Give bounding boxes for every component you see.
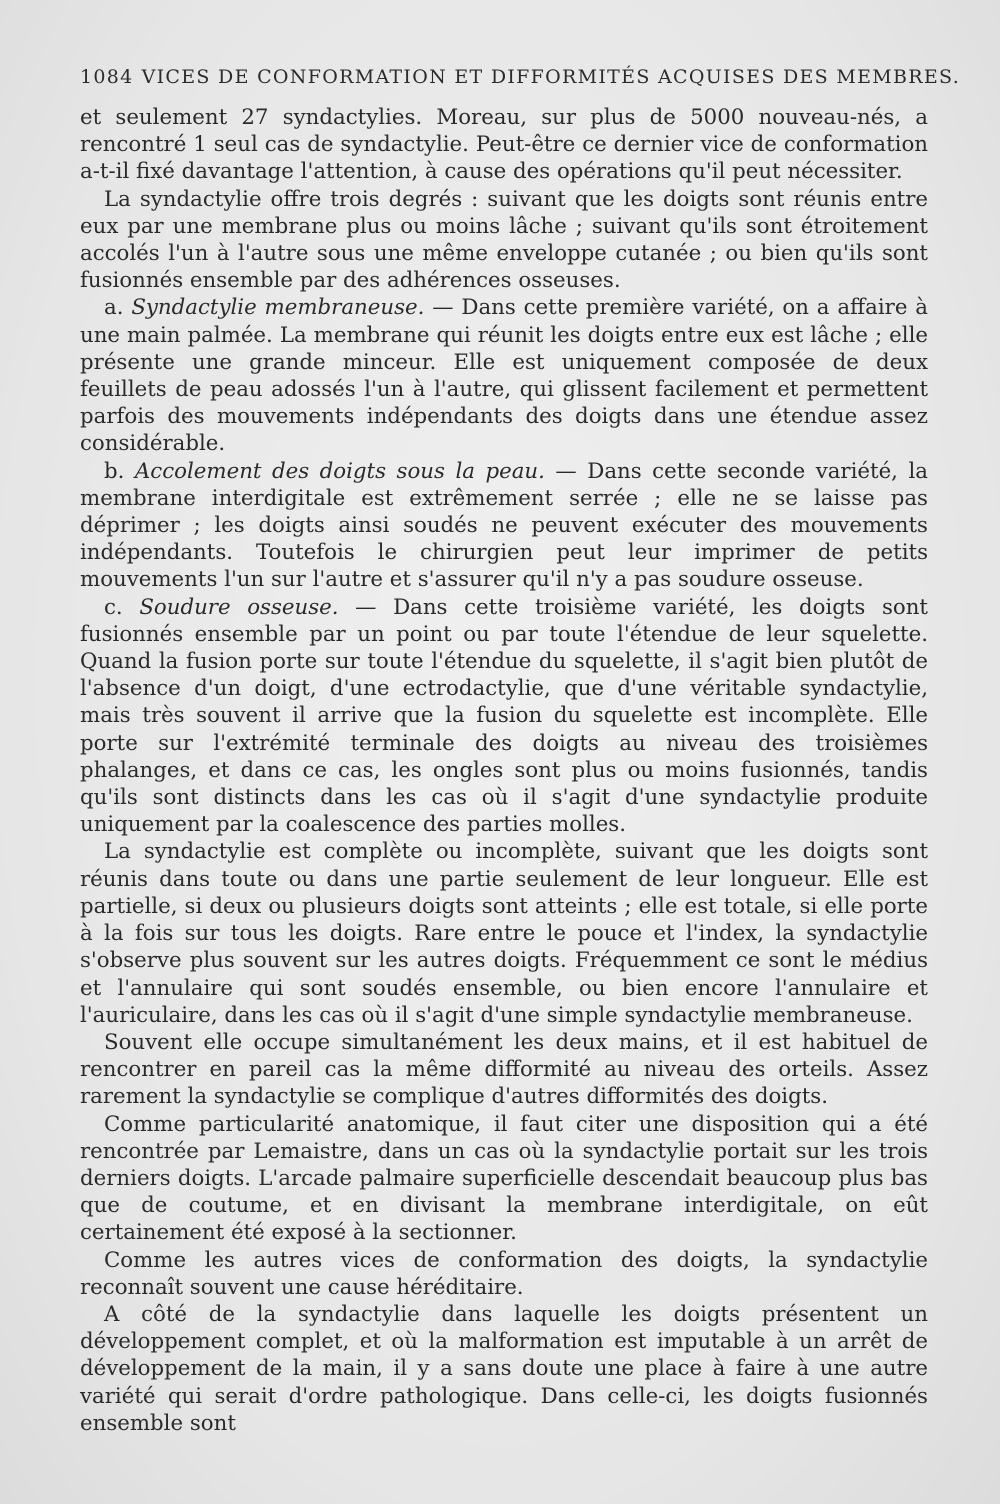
item-b-letter: b. — [104, 458, 125, 484]
item-a-letter: a. — [104, 295, 124, 321]
item-a-title: Syndactylie membraneuse. — [131, 295, 425, 321]
item-b — [80, 458, 928, 594]
item-a — [80, 294, 928, 457]
item-c-letter: c. — [104, 594, 123, 620]
running-head — [80, 66, 961, 88]
paragraph-7: A côté de la syndactylie dans laquelle les doigts présentent un développement complet, et où la malformation est imputable à un arrêt de développement de la main, il y a sans doute une place à faire à une autre variété qui serait d'ordre pathologique. Dans celle-ci, les doigts fusionnés ensemble sont — [80, 1301, 928, 1436]
running-title: VICES DE CONFORMATION ET DIFFORMITÉS ACQUISES DES MEMBRES. — [141, 66, 961, 88]
item-a-text: Dans cette première variété, on a affaire à une main palmée. La membrane qui réunit les doigts entre eux est lâche ; elle présente une grande minceur. Elle est uniquement composée de deux feuillets de peau adossés l'un à l'autre, qui glissent facilement et permettent parfois des mouvements indépendants des doigts dans une étendue assez considérable. — [80, 295, 928, 457]
item-c-text: Dans cette troisième variété, les doigts sont fusionnés ensemble par un point ou par toute l'étendue de leur squelette. Quand la fusion porte sur toute l'étendue du squelette, il s'agit bien plutôt de l'absence d'un doigt, d'une ectrodactylie, que d'une véritable syndactylie, mais très souvent il arrive que la fusion du squelette est incomplète. Elle porte sur l'extrémité terminale des doigts au niveau des troisièmes phalanges, et dans ce cas, les ongles sont plus ou moins fusionnés, tandis qu'ils sont distincts dans les cas où il s'agit d'une syndactylie produite uniquement par la coalescence des parties molles. — [80, 594, 928, 838]
body-text — [80, 104, 928, 1437]
paragraph-5: Comme particularité anatomique, il faut citer une disposition qui a été rencontrée par Lemaistre, dans un cas où la syndactylie portait sur les trois derniers doigts. L'arcade palmaire superficielle descendait beaucoup plus bas que de coutume, et en divisant la membrane interdigitale, on eût certainement été exposé à la sectionner. — [80, 1111, 928, 1246]
item-c-dash: — — [338, 594, 394, 620]
paragraph-6: Comme les autres vices de conformation des doigts, la syndactylie reconnaît souvent une cause héréditaire. — [80, 1247, 928, 1300]
item-a-dash: — — [424, 295, 462, 321]
item-b-dash: — — [544, 458, 588, 484]
item-b-title: Accolement des doigts sous la peau. — [134, 458, 545, 484]
paragraph-3: La syndactylie est complète ou incomplète, suivant que les doigts sont réunis dans toute ou dans une partie seulement de leur longueur. Elle est partielle, si deux ou plusieurs doigts sont atteints ; elle est totale, si elle porte à la fois sur tous les doigts. Rare entre le pouce et l'index, la syndactylie s'observe plus souvent sur les autres doigts. Fréquemment ce sont le médius et l'annulaire qui sont soudés ensemble, ou bien encore l'annulaire et l'auriculaire, dans les cas où il s'agit d'une simple syndactylie membraneuse. — [80, 839, 928, 1028]
paragraph-2: La syndactylie offre trois degrés : suivant que les doigts sont réunis entre eux par une membrane plus ou moins lâche ; suivant qu'ils sont étroitement accolés l'un à l'autre sous une même enveloppe cutanée ; ou bien qu'ils sont fusionnés ensemble par des adhérences osseuses. — [80, 186, 928, 294]
item-b-text: Dans cette seconde variété, la membrane interdigitale est extrêmement serrée ; elle ne se laisse pas déprimer ; les doigts ainsi soudés ne peuvent exécuter des mouvements indépendants. Toutefois le chirurgien peut leur imprimer de petits mouvements l'un sur l'autre et s'assurer qu'il n'y a pas soudure osseuse. — [80, 458, 928, 593]
item-c-title: Soudure osseuse. — [139, 594, 339, 620]
paragraph-1: et seulement 27 syndactylies. Moreau, sur plus de 5000 nouveau-nés, a rencontré 1 seul cas de syndactylie. Peut-être ce dernier vice de conformation a-t-il fixé davantage l'attention, à cause des opérations qu'il peut nécessiter. — [80, 105, 928, 185]
item-c — [80, 594, 928, 839]
paragraph-4: Souvent elle occupe simultanément les deux mains, et il est habituel de rencontrer en pareil cas la même difformité au niveau des orteils. Assez rarement la syndactylie se complique d'autres difformités des doigts. — [80, 1029, 928, 1110]
page-number: 1084 — [80, 66, 134, 88]
